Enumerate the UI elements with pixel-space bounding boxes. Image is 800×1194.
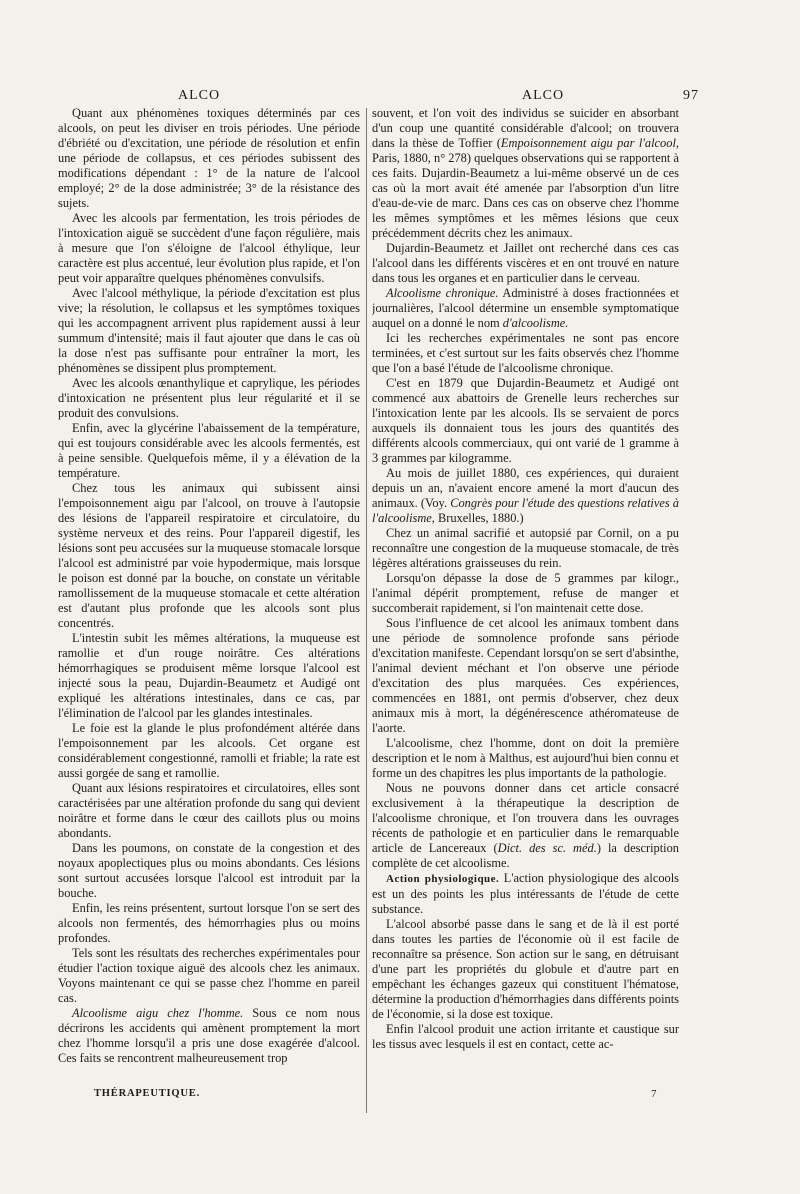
column-divider: [366, 108, 367, 1113]
paragraph-text: Bruxelles, 1880.): [434, 511, 524, 525]
citation: Congrès pour l'étude des questions relatives à l'alcoolisme,: [372, 496, 679, 525]
right-column: [372, 106, 679, 1146]
paragraph: Quant aux phénomènes toxiques déterminés par ces alcools, on peut les diviser en trois périodes. Une période d'ébriété ou d'excitation, une période de résolution et enfin une période de collapsus, et ces périodes subissent des modifications dépendant : 1° de la nature de l'alcool employé; 2° de la dose administrée; 3° de la résistance des sujets.: [58, 106, 360, 210]
paragraph: Lorsqu'on dépasse la dose de 5 grammes par kilogr., l'animal dépérit promptement, refuse de manger et succomberait rapidement, si l'on maintenait cette dose.: [372, 571, 679, 615]
paragraph: Enfin, les reins présentent, surtout lorsque l'on se sert des alcools non fermentés, des hémorrhagies plus ou moins profondes.: [58, 901, 360, 945]
signature-mark: 7: [651, 1088, 658, 1100]
paragraph: Chez un animal sacrifié et autopsié par Cornil, on a pu reconnaître une congestion de la muqueuse stomacale, de très légères altérations graisseuses du rein.: [372, 526, 679, 570]
paragraph: Dans les poumons, on constate de la congestion et des noyaux apoplectiques plus ou moins abondants. Ces lésions sont surtout accusées lorsque l'alcool est introduit par la bouche.: [58, 841, 360, 900]
defined-term: d'alcoolisme.: [502, 316, 569, 330]
paragraph: Le foie est la glande le plus profondément altérée dans l'empoisonnement par les alcools. Cet organe est considérablement congestionné, ramolli et friable; la rate est aussi gorgée de sang et ramollie.: [58, 721, 360, 780]
paragraph: Quant aux lésions respiratoires et circulatoires, elles sont caractérisées par une altération profonde du sang qui devient noirâtre et forme dans le cœur des caillots plus ou moins abondants.: [58, 781, 360, 840]
section-heading-acute-alcoholism: Alcoolisme aigu chez l'homme.: [72, 1006, 244, 1020]
paragraph: Enfin l'alcool produit une action irritante et caustique sur les tissus avec lesquels il est en contact, cette ac-: [372, 1022, 679, 1051]
section-heading-physiological-action: Action physiologique.: [386, 873, 500, 885]
citation: Dict. des sc. méd.: [497, 841, 597, 855]
header-left-title: ALCO: [178, 88, 221, 103]
page-footer: [0, 1088, 800, 1106]
paragraph: C'est en 1879 que Dujardin-Beaumetz et Audigé ont commencé aux abattoirs de Grenelle leurs recherches sur l'intoxication lente par les alcools. Ils se servaient de porcs auxquels ils donnaient tous les jours des quantités des différents alcools commerciaux, qui ont varié de 1 gramme à 3 grammes par kilogramme.: [372, 376, 679, 465]
paragraph-text: L'action physiologique des alcools est un des points les plus intéressants de l'étude de cette substance.: [372, 871, 679, 916]
paragraph: Avec l'alcool méthylique, la période d'excitation est plus vive; la résolution, le collapsus et les symptômes toxiques qui les accompagnent arrivent plus rapidement aussi à leur summum d'intensité; mais il faut ajouter que dans le cas où la dose n'est pas suffisante pour entraîner la mort, les phénomènes se dissipent plus promptement.: [58, 286, 360, 375]
paragraph: Chez tous les animaux qui subissent ainsi l'empoisonnement aigu par l'alcool, on trouve à l'autopsie des lésions de l'appareil respiratoire et circulatoire, du système nerveux et des reins. Pour l'appareil digestif, les lésions sont peu accusées sur la muqueuse stomacale lorsque l'alcool est administré par voie hypodermique, mais lorsque le poison est donné par la bouche, on constate un véritable ramollissement de la muqueuse stomacale et cette altération est d'autant plus profonde que les alcools sont plus concentrés.: [58, 481, 360, 630]
paragraph-text: souvent, et l'on voit des individus se suicider en absorbant d'un coup une quantité considérable d'alcool; on trouvera dans la thèse de Toffier (: [372, 106, 679, 150]
left-column: [58, 106, 360, 1146]
paragraph: Sous l'influence de cet alcool les animaux tombent dans une période de somnolence profonde sans période d'excitation manifeste. Cependant lorsqu'on se sert d'absinthe, l'animal devient méchant et l'on observe une période d'excitation des plus marquées. Ces expériences, commencées en 1881, ont permis d'observer, chez deux animaux mis à mort, la dégénérescence athéromateuse de l'aorte.: [372, 616, 679, 735]
paragraph: Dujardin-Beaumetz et Jaillet ont recherché dans ces cas l'alcool dans les différents viscères et en ont trouvé en nature dans tous les organes et en particulier dans le cerveau.: [372, 241, 679, 285]
paragraph: [372, 286, 679, 331]
page-number: 97: [683, 88, 699, 103]
paragraph: [372, 871, 679, 917]
paragraph-text: Au mois de juillet 1880, ces expériences, qui duraient depuis un an, n'avaient encore amené la mort d'aucun des animaux. (Voy.: [372, 466, 679, 510]
paragraph-text: Nous ne pouvons donner dans cet article consacré exclusivement à la thérapeutique la description de l'alcoolisme chronique, et l'on trouvera dans les ouvrages récents de pathologie et en particulier dans le remarquable article de Lancereaux (: [372, 781, 679, 855]
paragraph: L'intestin subit les mêmes altérations, la muqueuse est ramollie et d'un rouge noirâtre. Ces altérations hémorrhagiques se produisent même lorsque l'alcool est injecté sous la peau, Dujardin-Beaumetz et Audigé ont expliqué les altérations intestinales, dans ce cas, par l'élimination de l'alcool par les glandes intestinales.: [58, 631, 360, 720]
section-heading-chronic-alcoholism: Alcoolisme chronique.: [386, 286, 499, 300]
paragraph-text: Paris, 1880, n° 278) quelques observations qui se rapportent à ces faits. Dujardin-Beaumetz a lui-même observé un de ces cas où la mort avait été amenée par l'absorption d'un litre d'eau-de-vie de marc. Dans ces cas on observe chez l'homme les mêmes symptômes et les mêmes lésions que ceux précédemment décrits chez les animaux.: [372, 151, 679, 240]
paragraph: L'alcool absorbé passe dans le sang et de là il est porté dans toutes les parties de l'économie où il est facile de reconnaître sa présence. Son action sur le sang, en détruisant d'une part les propriétés du globule et d'autre part en empêchant les échanges gazeux qui constituent l'hématose, détermine la production d'hémorrhagies dans différents points de l'économie, si la dose est toxique.: [372, 917, 679, 1021]
running-header: [0, 88, 800, 108]
footer-volume-title: THÉRAPEUTIQUE.: [94, 1088, 201, 1099]
paragraph: [372, 466, 679, 526]
paragraph: [58, 1006, 360, 1066]
citation: Empoisonnement aigu par l'alcool,: [500, 136, 679, 150]
paragraph-text: Administré à doses fractionnées et journalières, l'alcool détermine un ensemble symptomatique auquel on a donné le nom: [372, 286, 679, 330]
header-right-title: ALCO: [522, 88, 565, 103]
paragraph: L'alcoolisme, chez l'homme, dont on doit la première description et le nom à Malthus, est aujourd'hui bien connu et forme un des chapitres les plus importants de la pathologie.: [372, 736, 679, 780]
paragraph-text: Sous ce nom nous décrirons les accidents qui amènent promptement la mort chez l'homme lorsqu'il a pris une dose exagérée d'alcool. Ces faits se rencontrent malheureusement trop: [58, 1006, 360, 1065]
paragraph-text: ) la description complète de cet alcoolisme.: [372, 841, 679, 870]
paragraph: Tels sont les résultats des recherches expérimentales pour étudier l'action toxique aiguë des alcools chez les animaux. Voyons maintenant ce qui se passe chez l'homme en pareil cas.: [58, 946, 360, 1005]
paragraph: Ici les recherches expérimentales ne sont pas encore terminées, et c'est surtout sur les faits observés chez l'homme que l'on a basé l'étude de l'alcoolisme chronique.: [372, 331, 679, 375]
paragraph: Enfin, avec la glycérine l'abaissement de la température, qui est toujours considérable avec les alcools fermentés, est à peine sensible. Quelquefois même, il y a élévation de la température.: [58, 421, 360, 480]
paragraph: Avec les alcools œnanthylique et caprylique, les périodes d'intoxication ne présentent plus leur régularité et il se produit des convulsions.: [58, 376, 360, 420]
paragraph: [372, 781, 679, 871]
paragraph: Avec les alcools par fermentation, les trois périodes de l'intoxication aiguë se succèdent d'une façon régulière, mais à mesure que l'on s'éloigne de l'alcool éthylique, leur caractère est plus accentué, leur évolution plus rapide, et l'on peut voir apparaître quelques phénomènes convulsifs.: [58, 211, 360, 285]
paragraph: [372, 106, 679, 241]
